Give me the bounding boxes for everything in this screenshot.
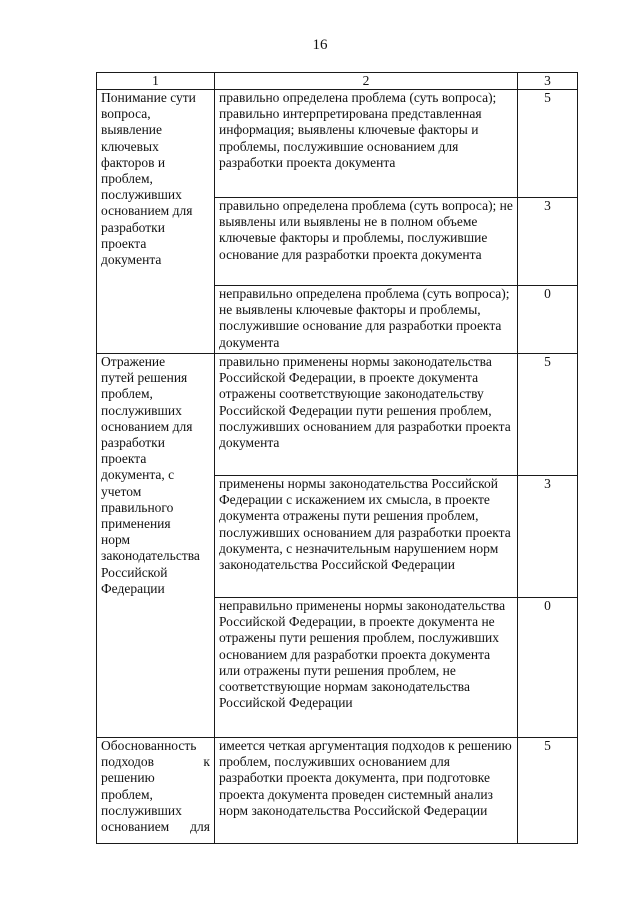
criterion-3-score-5: 5 [518, 738, 578, 844]
criterion-1-description-3: правильно определена проблема (суть вопроса); не выявлены или выявлены не в полном объеме ключевые факторы и проблемы, послужившие основание для разработки проекта документа [215, 198, 518, 286]
criterion-1-description-5: правильно определена проблема (суть вопроса); правильно интерпретирована представленная информация; выявлены ключевые факторы и проблемы, послужившие основанием для разработки проекта документа [215, 90, 518, 198]
criterion-2-description-0: неправильно применены нормы законодательства Российской Федерации, в проекте документа не отражены пути решения проблем, послуживших основанием для разработки проекта документа или отражены пути решения проблем, не соответствующие нормам законодательства Российской Федерации [215, 598, 518, 738]
header-col-2: 2 [215, 73, 518, 90]
criterion-1-description-0: неправильно определена проблема (суть вопроса); не выявлены ключевые факторы и проблемы, послужившие основание для разработки проекта документа [215, 286, 518, 354]
criterion-2-score-5: 5 [518, 354, 578, 476]
criterion-2-description-5: правильно применены нормы законодательства Российской Федерации, в проекте документа отражены соответствующие законодательству Российской Федерации пути решения проблем, послуживших основанием для разработки проекта документа [215, 354, 518, 476]
criterion-3-description-5: имеется четкая аргументация подходов к решению проблем, послуживших основанием для разработки проекта документа, при подготовке проекта документа проведен системный анализ норм законодательства Российской Федерации [215, 738, 518, 844]
page-number: 16 [312, 37, 328, 53]
header-col-3: 3 [518, 73, 578, 90]
table-row [97, 354, 578, 476]
table-row [97, 738, 578, 844]
table-header-row [97, 73, 578, 90]
criterion-2-score-0: 0 [518, 598, 578, 738]
criterion-2-name: Отражение путей решения проблем, послуживших основанием для разработки проекта документа, с учетом правильного применения норм законодательства Российской Федерации [97, 354, 215, 738]
criterion-1-score-0: 0 [518, 286, 578, 354]
criteria-table [96, 72, 578, 844]
criterion-2-description-3: применены нормы законодательства Российской Федерации с искажением их смысла, в проекте документа отражены пути решения проблем, послуживших основанием для разработки проекта документа, с незначительным нарушением норм законодательства Российской Федерации [215, 476, 518, 598]
header-col-1: 1 [97, 73, 215, 90]
criterion-1-name: Понимание сути вопроса, выявление ключевых факторов и проблем, послуживших основанием для разработки проекта документа [97, 90, 215, 354]
criterion-2-score-3: 3 [518, 476, 578, 598]
criterion-3-name: Обоснованность подходов к решению проблем, послуживших основанием для [97, 738, 215, 844]
criterion-1-score-5: 5 [518, 90, 578, 198]
criterion-1-score-3: 3 [518, 198, 578, 286]
table-row [97, 90, 578, 198]
